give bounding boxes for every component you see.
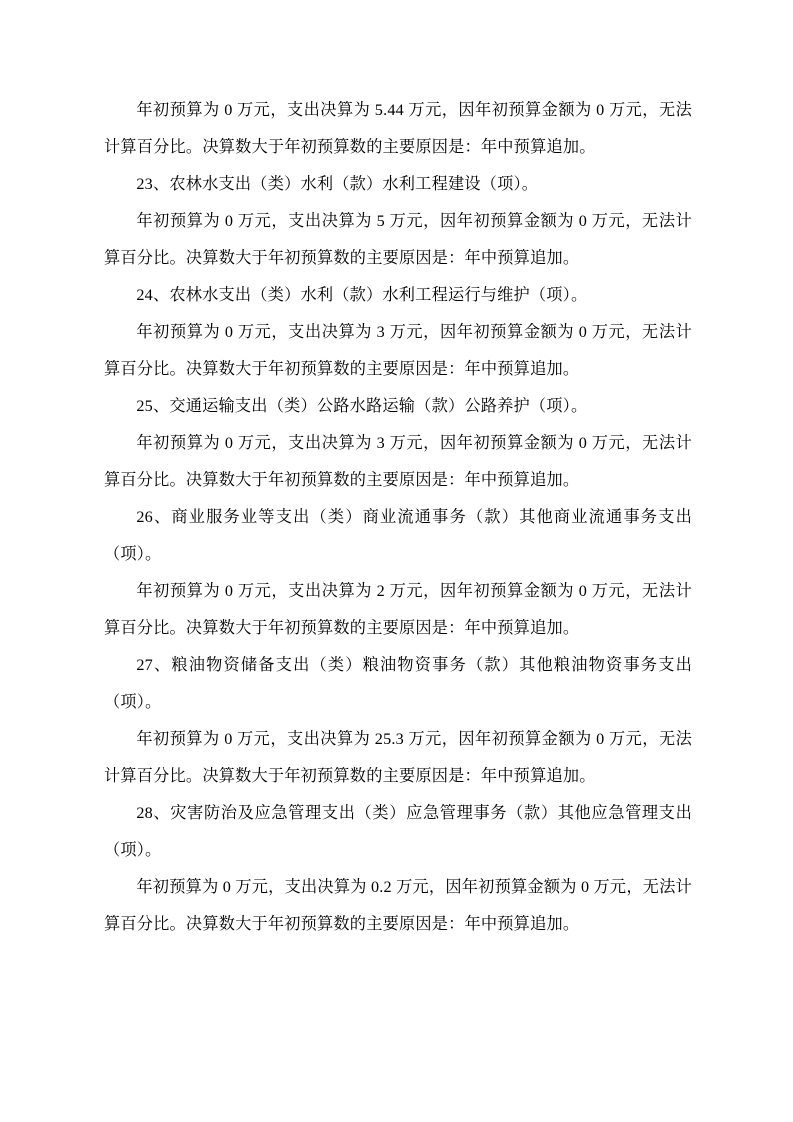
paragraph: 年初预算为 0 万元，支出决算为 25.3 万元，因年初预算金额为 0 万元，无法计算百分比。决算数大于年初预算数的主要原因是：年中预算追加。 — [104, 730, 692, 785]
document-body — [104, 92, 692, 943]
paragraph: 年初预算为 0 万元，支出决算为 5 万元，因年初预算金额为 0 万元，无法计算百分比。决算数大于年初预算数的主要原因是：年中预算追加。 — [104, 212, 692, 267]
paragraph: 年初预算为 0 万元，支出决算为 0.2 万元，因年初预算金额为 0 万元，无法计算百分比。决算数大于年初预算数的主要原因是：年中预算追加。 — [104, 878, 692, 933]
paragraph: 24、农林水支出（类）水利（款）水利工程运行与维护（项）。 — [136, 286, 588, 304]
paragraph: 年初预算为 0 万元，支出决算为 3 万元，因年初预算金额为 0 万元，无法计算百分比。决算数大于年初预算数的主要原因是：年中预算追加。 — [104, 323, 692, 378]
paragraph: 23、农林水支出（类）水利（款）水利工程建设（项）。 — [136, 175, 539, 193]
paragraph: 年初预算为 0 万元，支出决算为 3 万元，因年初预算金额为 0 万元，无法计算百分比。决算数大于年初预算数的主要原因是：年中预算追加。 — [104, 434, 692, 489]
paragraph: 27、粮油物资储备支出（类）粮油物资事务（款）其他粮油物资事务支出（项）。 — [104, 656, 692, 711]
paragraph: 25、交通运输支出（类）公路水路运输（款）公路养护（项）。 — [136, 397, 588, 415]
paragraph: 年初预算为 0 万元，支出决算为 2 万元，因年初预算金额为 0 万元，无法计算百分比。决算数大于年初预算数的主要原因是：年中预算追加。 — [104, 582, 692, 637]
paragraph: 年初预算为 0 万元，支出决算为 5.44 万元，因年初预算金额为 0 万元，无法计算百分比。决算数大于年初预算数的主要原因是：年中预算追加。 — [104, 101, 692, 156]
paragraph: 26、商业服务业等支出（类）商业流通事务（款）其他商业流通事务支出（项）。 — [104, 508, 692, 563]
paragraph: 28、灾害防治及应急管理支出（类）应急管理事务（款）其他应急管理支出（项）。 — [104, 804, 692, 859]
